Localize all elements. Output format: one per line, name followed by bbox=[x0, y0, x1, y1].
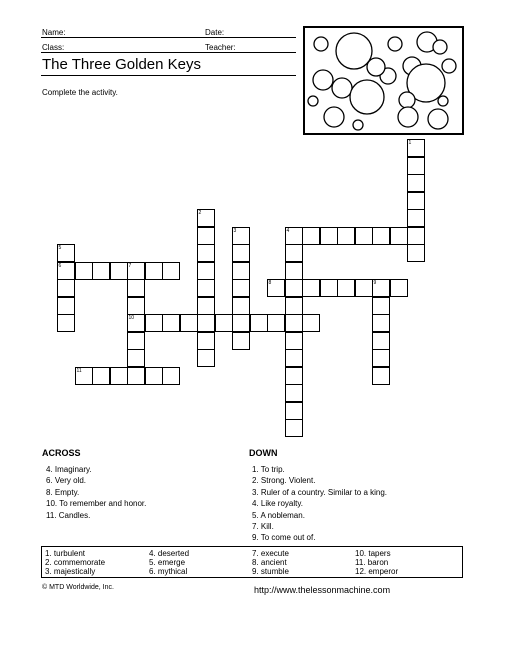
crossword-cell[interactable] bbox=[57, 297, 75, 315]
down-clue: 3. Ruler of a country. Similar to a king. bbox=[252, 487, 388, 497]
crossword-cell[interactable] bbox=[197, 297, 215, 315]
clue-number: 8 bbox=[268, 280, 272, 286]
crossword-cell[interactable] bbox=[285, 349, 303, 367]
crossword-cell[interactable] bbox=[407, 174, 425, 192]
clue-number: 9 bbox=[373, 280, 377, 286]
crossword-cell[interactable] bbox=[92, 262, 110, 280]
down-clue: 9. To come out of. bbox=[252, 533, 316, 543]
crossword-cell[interactable] bbox=[162, 314, 180, 332]
crossword-cell[interactable] bbox=[372, 314, 390, 332]
crossword-cell[interactable] bbox=[145, 262, 163, 280]
crossword-cell[interactable] bbox=[215, 314, 233, 332]
crossword-cell[interactable] bbox=[197, 314, 215, 332]
down-clues bbox=[252, 464, 387, 544]
crossword-cell[interactable] bbox=[110, 367, 128, 385]
crossword-cell[interactable] bbox=[320, 279, 338, 297]
across-clue: 6. Very old. bbox=[46, 476, 87, 486]
across-clues bbox=[46, 464, 146, 521]
crossword-cell[interactable] bbox=[145, 314, 163, 332]
crossword-cell[interactable] bbox=[285, 419, 303, 437]
clue-number: 3 bbox=[233, 228, 237, 234]
crossword-cell[interactable] bbox=[267, 314, 285, 332]
crossword-cell[interactable] bbox=[127, 332, 145, 350]
crossword-cell[interactable] bbox=[127, 367, 145, 385]
website-link[interactable]: http://www.thelessonmachine.com bbox=[254, 585, 391, 595]
crossword-cell[interactable] bbox=[285, 384, 303, 402]
crossword-cell[interactable] bbox=[232, 244, 250, 262]
crossword-cell[interactable] bbox=[302, 227, 320, 245]
word-bank-item: 1. turbulent bbox=[45, 549, 86, 558]
crossword-cell[interactable] bbox=[285, 262, 303, 280]
clue-number: 7 bbox=[128, 263, 132, 269]
crossword-cell[interactable] bbox=[197, 349, 215, 367]
down-clue: 7. Kill. bbox=[252, 522, 274, 532]
crossword-cell[interactable] bbox=[127, 279, 145, 297]
word-bank-item: 8. ancient bbox=[252, 558, 287, 567]
crossword-cell[interactable] bbox=[197, 332, 215, 350]
crossword-cell[interactable] bbox=[232, 279, 250, 297]
crossword-cell[interactable] bbox=[407, 227, 425, 245]
crossword-cell[interactable] bbox=[127, 349, 145, 367]
clue-number: 2 bbox=[198, 210, 202, 216]
across-clue: 10. To remember and honor. bbox=[46, 499, 147, 509]
crossword-cell[interactable] bbox=[302, 279, 320, 297]
crossword-cell[interactable] bbox=[197, 279, 215, 297]
down-clue: 4. Like royalty. bbox=[252, 499, 303, 509]
teacher-label: Teacher: bbox=[205, 43, 236, 52]
crossword-cell[interactable] bbox=[285, 314, 303, 332]
class-teacher-line bbox=[41, 52, 296, 53]
across-clue: 4. Imaginary. bbox=[46, 465, 92, 474]
crossword-cell[interactable] bbox=[372, 332, 390, 350]
down-clue: 1. To trip. bbox=[252, 465, 285, 474]
across-clue: 11. Candles. bbox=[46, 510, 91, 520]
word-bank-item: 2. commemorate bbox=[45, 558, 106, 567]
crossword-cell[interactable] bbox=[355, 227, 373, 245]
clue-number: 10 bbox=[128, 315, 135, 321]
clue-number: 11 bbox=[76, 368, 82, 374]
crossword-cell[interactable] bbox=[232, 262, 250, 280]
crossword-cell[interactable] bbox=[285, 279, 303, 297]
copyright: © MTD Worldwide, Inc. bbox=[42, 584, 114, 591]
instructions: Complete the activity. bbox=[42, 88, 118, 97]
crossword-cell[interactable] bbox=[320, 227, 338, 245]
down-clue: 5. A nobleman. bbox=[252, 510, 305, 520]
name-date-line bbox=[41, 37, 296, 38]
class-label: Class: bbox=[42, 43, 65, 52]
word-bank-item: 6. mythical bbox=[149, 567, 188, 576]
crossword-cell[interactable] bbox=[372, 349, 390, 367]
across-clue: 8. Empty. bbox=[46, 487, 80, 497]
page-title: The Three Golden Keys bbox=[42, 56, 201, 73]
name-label: Name: bbox=[42, 28, 66, 37]
down-clue: 2. Strong. Violent. bbox=[252, 476, 316, 486]
crossword-cell[interactable] bbox=[407, 244, 425, 262]
word-bank-item: 11. baron bbox=[355, 558, 389, 567]
across-heading: ACROSS bbox=[42, 448, 81, 458]
crossword-cell[interactable] bbox=[75, 262, 93, 280]
crossword-cell[interactable] bbox=[57, 279, 75, 297]
crossword-cell[interactable] bbox=[285, 244, 303, 262]
title-underline bbox=[41, 75, 296, 76]
crossword-cell[interactable] bbox=[372, 297, 390, 315]
word-bank-item: 5. emerge bbox=[149, 558, 186, 567]
word-bank-item: 7. execute bbox=[252, 549, 289, 558]
date-label: Date: bbox=[205, 28, 225, 37]
crossword-cell[interactable] bbox=[285, 367, 303, 385]
crossword-cell[interactable] bbox=[110, 262, 128, 280]
crossword-cell[interactable] bbox=[285, 402, 303, 420]
crossword-cell[interactable] bbox=[407, 192, 425, 210]
word-bank-item: 12. emperor bbox=[355, 567, 399, 576]
word-bank-item: 3. majestically bbox=[45, 567, 96, 576]
word-bank-item: 10. tapers bbox=[355, 549, 391, 558]
crossword-cell[interactable] bbox=[337, 227, 355, 245]
crossword-cell[interactable] bbox=[407, 157, 425, 175]
crossword-cell[interactable] bbox=[285, 297, 303, 315]
crossword-cell[interactable] bbox=[372, 367, 390, 385]
crossword-cell[interactable] bbox=[162, 367, 180, 385]
crossword-cell[interactable] bbox=[355, 279, 373, 297]
crossword-cell[interactable] bbox=[162, 262, 180, 280]
crossword-cell[interactable] bbox=[232, 332, 250, 350]
crossword-cell[interactable] bbox=[390, 227, 408, 245]
down-heading: DOWN bbox=[249, 448, 278, 458]
crossword-cell[interactable] bbox=[390, 279, 408, 297]
crossword-cell[interactable] bbox=[57, 314, 75, 332]
clue-number: 1 bbox=[408, 140, 412, 146]
word-bank bbox=[41, 546, 463, 578]
crossword-cell[interactable] bbox=[197, 244, 215, 262]
word-bank-item: 9. stumble bbox=[252, 567, 289, 576]
crossword-cell[interactable] bbox=[232, 314, 250, 332]
crossword-cell[interactable] bbox=[232, 297, 250, 315]
crossword-cell[interactable] bbox=[92, 367, 110, 385]
crossword-cell[interactable] bbox=[145, 367, 163, 385]
crossword-cell[interactable] bbox=[302, 314, 320, 332]
clue-number: 6 bbox=[58, 263, 62, 269]
crossword-cell[interactable] bbox=[407, 209, 425, 227]
crossword-cell[interactable] bbox=[127, 297, 145, 315]
clue-number: 4 bbox=[286, 228, 290, 234]
crossword-cell[interactable] bbox=[337, 279, 355, 297]
word-bank-item: 4. deserted bbox=[149, 549, 190, 558]
crossword-cell[interactable] bbox=[180, 314, 198, 332]
crossword-cell[interactable] bbox=[285, 332, 303, 350]
crossword-cell[interactable] bbox=[197, 262, 215, 280]
bubbles-illustration bbox=[303, 26, 464, 135]
crossword-cell[interactable] bbox=[250, 314, 268, 332]
crossword-cell[interactable] bbox=[197, 227, 215, 245]
clue-number: 5 bbox=[58, 245, 62, 251]
crossword-cell[interactable] bbox=[372, 227, 390, 245]
